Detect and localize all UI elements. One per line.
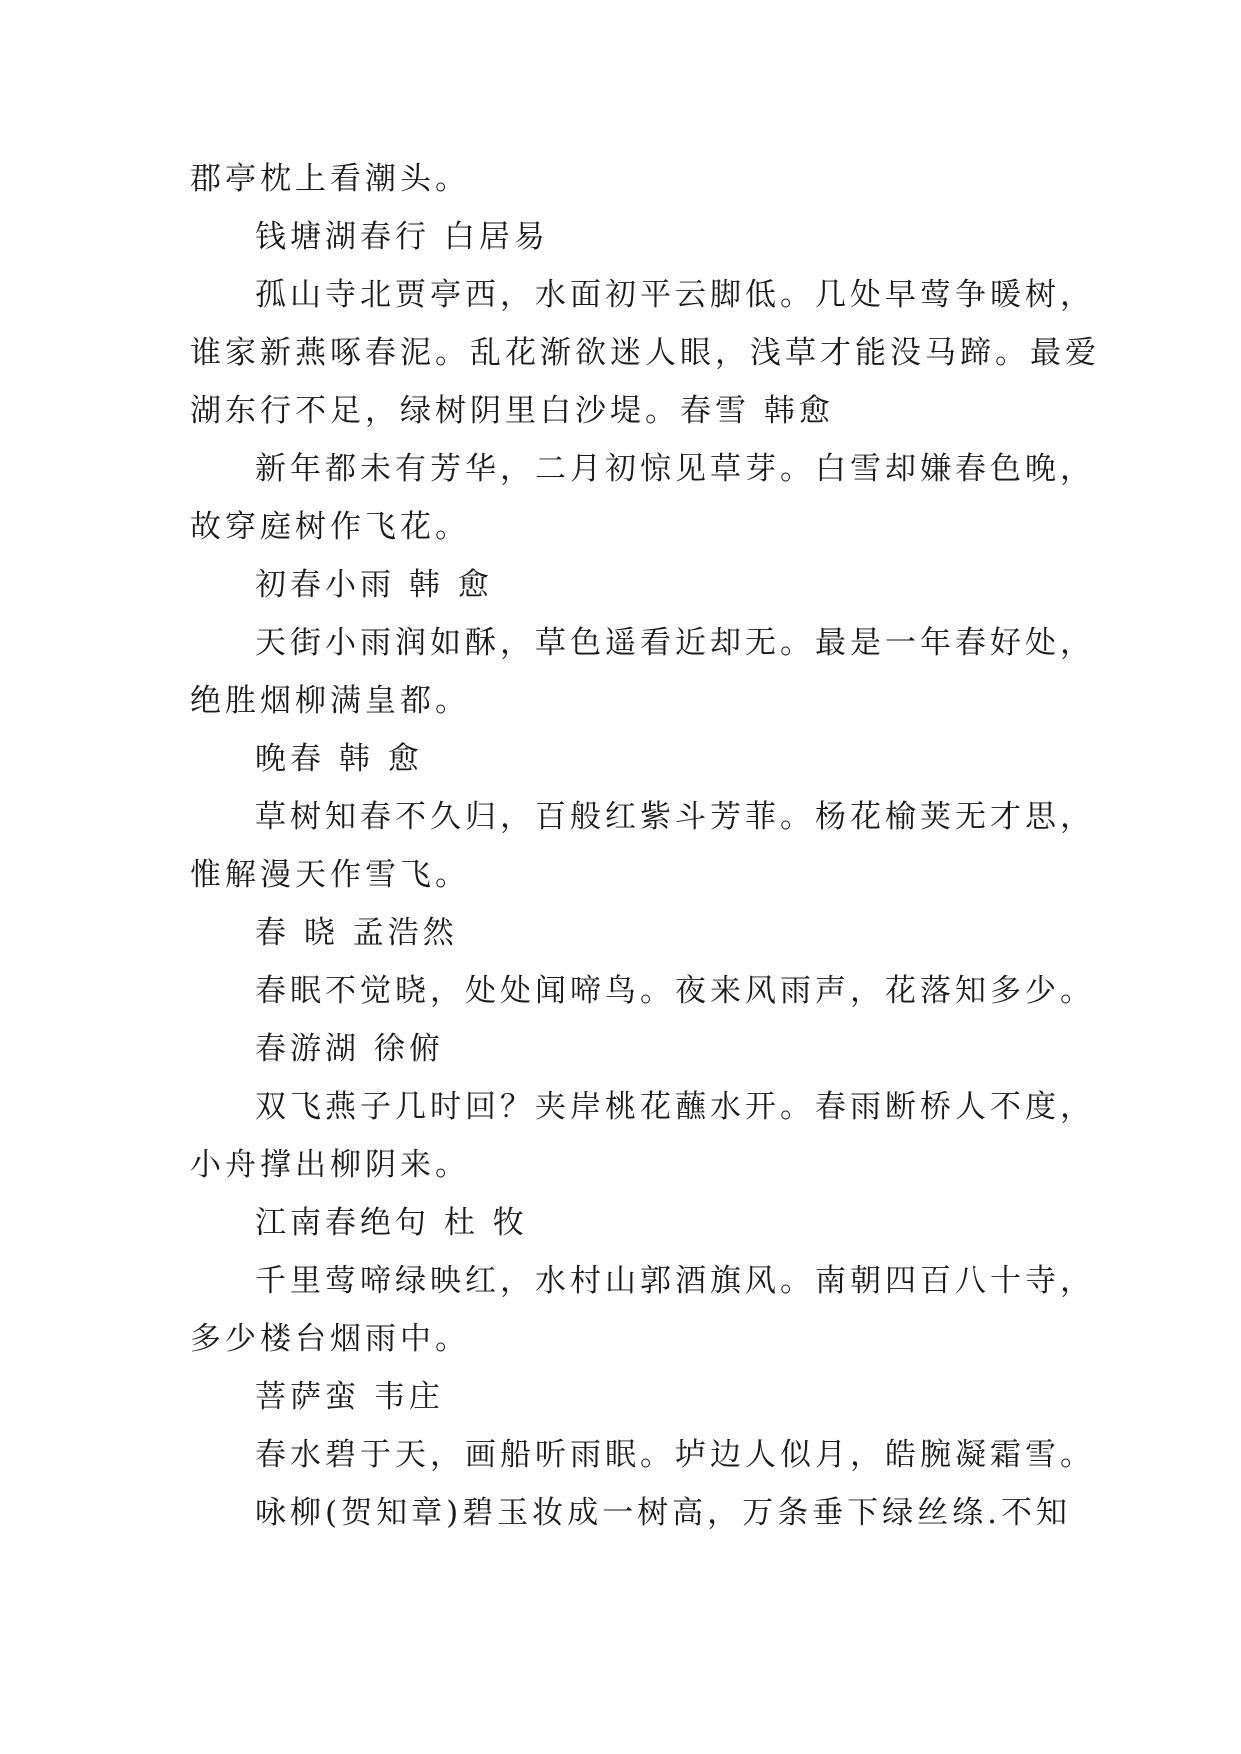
poem-title: 晚春 韩 愈 [255,741,423,777]
text-line: 惟解漫天作雪飞。 [190,857,470,893]
text-line: 春眠不觉晓，处处闻啼鸟。夜来风雨声，花落知多少。 [255,973,1095,1009]
poem-title: 春 晓 孟浩然 [255,915,458,951]
text-line: 春水碧于天，画船听雨眠。垆边人似月，皓腕凝霜雪。 [255,1437,1095,1473]
text-line: 小舟撑出柳阴来。 [190,1147,470,1183]
text-line: 郡亭枕上看潮头。 [190,161,470,197]
text-line: 谁家新燕啄春泥。乱花渐欲迷人眼，浅草才能没马蹄。最爱 [190,335,1100,371]
poem-title: 江南春绝句 杜 牧 [255,1205,528,1241]
text-line: 双飞燕子几时回？夹岸桃花蘸水开。春雨断桥人不度， [255,1089,1095,1125]
text-line: 千里莺啼绿映红，水村山郭酒旗风。南朝四百八十寺， [255,1263,1095,1299]
text-line: 草树知春不久归，百般红紫斗芳菲。杨花榆荚无才思， [255,799,1095,835]
text-line: 湖东行不足，绿树阴里白沙堤。春雪 韩愈 [190,393,834,429]
text-line: 多少楼台烟雨中。 [190,1321,470,1357]
text-line: 绝胜烟柳满皇都。 [190,683,470,719]
poem-title: 菩萨蛮 韦庄 [255,1379,444,1415]
text-line: 新年都未有芳华，二月初惊见草芽。白雪却嫌春色晚， [255,451,1095,487]
text-line: 天街小雨润如酥，草色遥看近却无。最是一年春好处， [255,625,1095,661]
poem-title: 春游湖 徐俯 [255,1031,444,1067]
text-line: 咏柳(贺知章)碧玉妆成一树高，万条垂下绿丝绦.不知 [255,1495,1072,1531]
poem-title: 初春小雨 韩 愈 [255,567,493,603]
text-line: 孤山寺北贾亭西，水面初平云脚低。几处早莺争暖树， [255,277,1095,313]
text-line: 故穿庭树作飞花。 [190,509,470,545]
poem-title: 钱塘湖春行 白居易 [255,219,549,255]
